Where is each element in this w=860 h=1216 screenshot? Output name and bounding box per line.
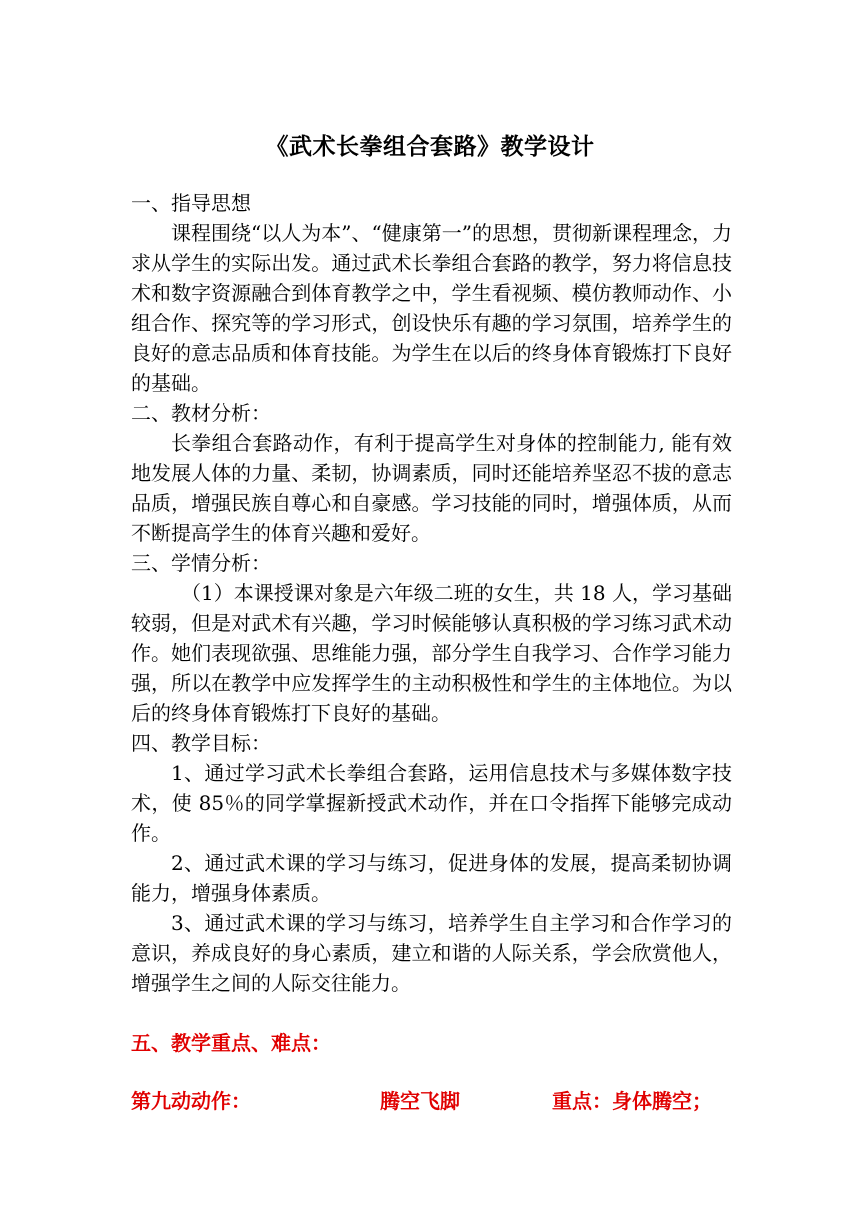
section-heading-teaching-goals: 四、教学目标： xyxy=(131,731,271,755)
key-point-text: 重点：身体腾空； xyxy=(552,1089,712,1113)
section-heading-student-analysis: 三、学情分析： xyxy=(131,551,271,575)
document-body xyxy=(131,188,732,998)
section-heading-guiding-thought: 一、指导思想 xyxy=(131,191,251,215)
section-heading-key-points: 五、教学重点、难点： xyxy=(131,1031,331,1055)
paragraph-goal-3: 3、通过武术课的学习与练习，培养学生自主学习和合作学习的意识，养成良好的身心素质，建立和谐的人际关系，学会欣赏他人，增强学生之间的人际交往能力。 xyxy=(131,911,732,995)
paragraph-student-analysis: （1）本课授课对象是六年级二班的女生，共 18 人，学习基础较弱，但是对武术有兴趣，学习时候能够认真积极的学习练习武术动作。她们表现欲强、思维能力强，部分学生自我学习、合作学习能力强，所以在教学中应发挥学生的主动积极性和学生的主体地位。为以后的终身体育锻炼打下良好的基础。 xyxy=(131,581,732,725)
paragraph-goal-2: 2、通过武术课的学习与练习，促进身体的发展，提高柔韧协调能力，增强身体素质。 xyxy=(131,851,732,905)
action-name: 腾空飞脚 xyxy=(380,1089,460,1113)
paragraph-guiding-thought: 课程围绕“以人为本”、“健康第一”的思想，贯彻新课程理念，力求从学生的实际出发。通过武术长拳组合套路的教学，努力将信息技术和数字资源融合到体育教学之中，学生看视频、模仿教师动作、小组合作、探究等的学习形式，创设快乐有趣的学习氛围，培养学生的良好的意志品质和体育技能。为学生在以后的终身体育锻炼打下良好的基础。 xyxy=(131,221,732,395)
paragraph-material-analysis: 长拳组合套路动作，有利于提高学生对身体的控制能力, 能有效地发展人体的力量、柔韧，协调素质，同时还能培养坚忍不拔的意志品质，增强民族自尊心和自豪感。学习技能的同时，增强体质，从而不断提高学生的体育兴趣和爱好。 xyxy=(131,431,732,545)
document-title: 《武术长拳组合套路》教学设计 xyxy=(265,133,595,160)
section-heading-material-analysis: 二、教材分析： xyxy=(131,401,271,425)
paragraph-goal-1: 1、通过学习武术长拳组合套路，运用信息技术与多媒体数字技术，使 85％的同学掌握新授武术动作，并在口令指挥下能够完成动作。 xyxy=(131,761,732,845)
action-label: 第九动动作： xyxy=(131,1089,251,1113)
